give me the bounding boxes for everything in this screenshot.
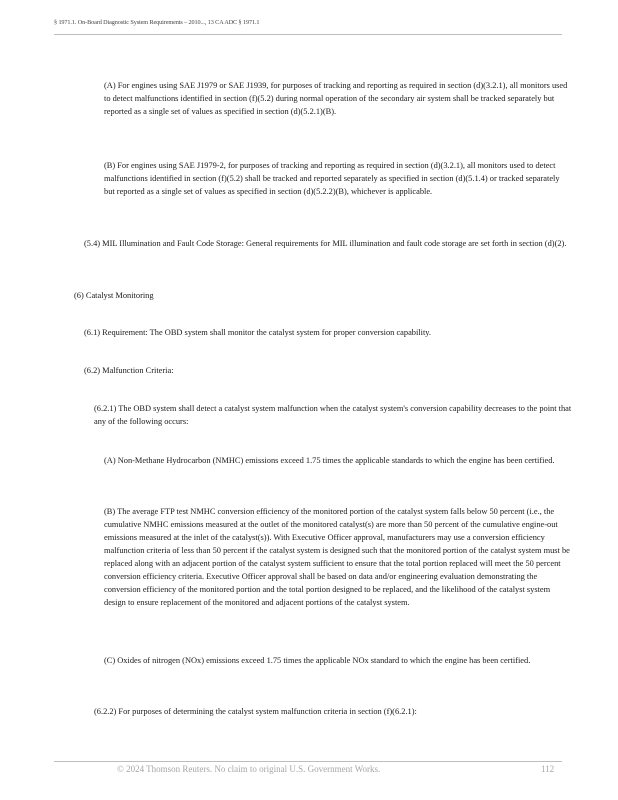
paragraph-6-2-1-c: (C) Oxides of nitrogen (NOx) emissions exceed 1.75 times the applicable NOx standard to which the engine has been certified. <box>104 656 531 665</box>
paragraph-5-4: (5.4) MIL Illumination and Fault Code Storage: General requirements for MIL illumination and fault code storage are set forth in section (d)(2). <box>84 239 567 248</box>
paragraph-6-2: (6.2) Malfunction Criteria: <box>84 366 174 375</box>
paragraph-6-2-1: (6.2.1) The OBD system shall detect a catalyst system malfunction when the catalyst system's conversion capability decreases to the point that any of the following occurs: <box>94 404 572 426</box>
paragraph-f-5-3-b: (B) For engines using SAE J1979-2, for purposes of tracking and reporting as required in section (d)(3.2.1), all monitors used to detect malfunctions identified in section (f)(5.2) shall be tracked and reported separately as specified in section (d)(5.1.4) or tracked separately but reported as a single set of values as specified in section (d)(5.2.2)(B), whichever is applicable. <box>104 161 560 196</box>
paragraph-6-heading: (6) Catalyst Monitoring <box>74 291 154 300</box>
header-divider <box>54 34 562 35</box>
paragraph-6-1: (6.1) Requirement: The OBD system shall monitor the catalyst system for proper conversion capability. <box>84 328 432 337</box>
paragraph-6-2-2: (6.2.2) For purposes of determining the catalyst system malfunction criteria in section (f)(6.2.1): <box>94 707 417 716</box>
paragraph-6-2-1-b: (B) The average FTP test NMHC conversion efficiency of the monitored portion of the catalyst system falls below 50 percent (i.e., the cumulative NMHC emissions measured at the outlet of the monitored catalyst(s) are more than 50 percent of the cumulative engine-out emissions measured at the inlet of the catalyst(s)). With Executive Officer approval, manufacturers may use a conversion efficiency malfunction criteria of less than 50 percent if the catalyst system is designed such that the monitored portion of the catalyst system must be replaced along with an adjacent portion of the catalyst system sufficient to ensure that the total portion replaced will meet the 50 percent conversion efficiency criteria. Executive Officer approval shall be based on data and/or engineering evaluation demonstrating the conversion efficiency of the monitored portion and the total portion designed to be replaced, and the likelihood of the catalyst system design to ensure replacement of the monitored and adjacent portions of the catalyst system. <box>104 507 570 607</box>
footer-divider <box>54 761 562 762</box>
paragraph-f-5-3-a: (A) For engines using SAE J1979 or SAE J1939, for purposes of tracking and reporting as required in section (d)(3.2.1), all monitors used to detect malfunctions identified in section (f)(5.2) during normal operation of the secondary air system shall be tracked separately but reported as a single set of values as specified in section (d)(5.2.1)(B). <box>104 81 568 116</box>
paragraph-6-2-1-a: (A) Non-Methane Hydrocarbon (NMHC) emissions exceed 1.75 times the applicable standards to which the engine has been certified. <box>104 456 555 465</box>
page-number: 112 <box>541 764 555 774</box>
footer-copyright: © 2024 Thomson Reuters. No claim to original U.S. Government Works. <box>117 764 381 774</box>
running-header: § 1971.1. On-Board Diagnostic System Requirements – 2010..., 13 CA ADC § 1971.1 <box>54 19 260 26</box>
